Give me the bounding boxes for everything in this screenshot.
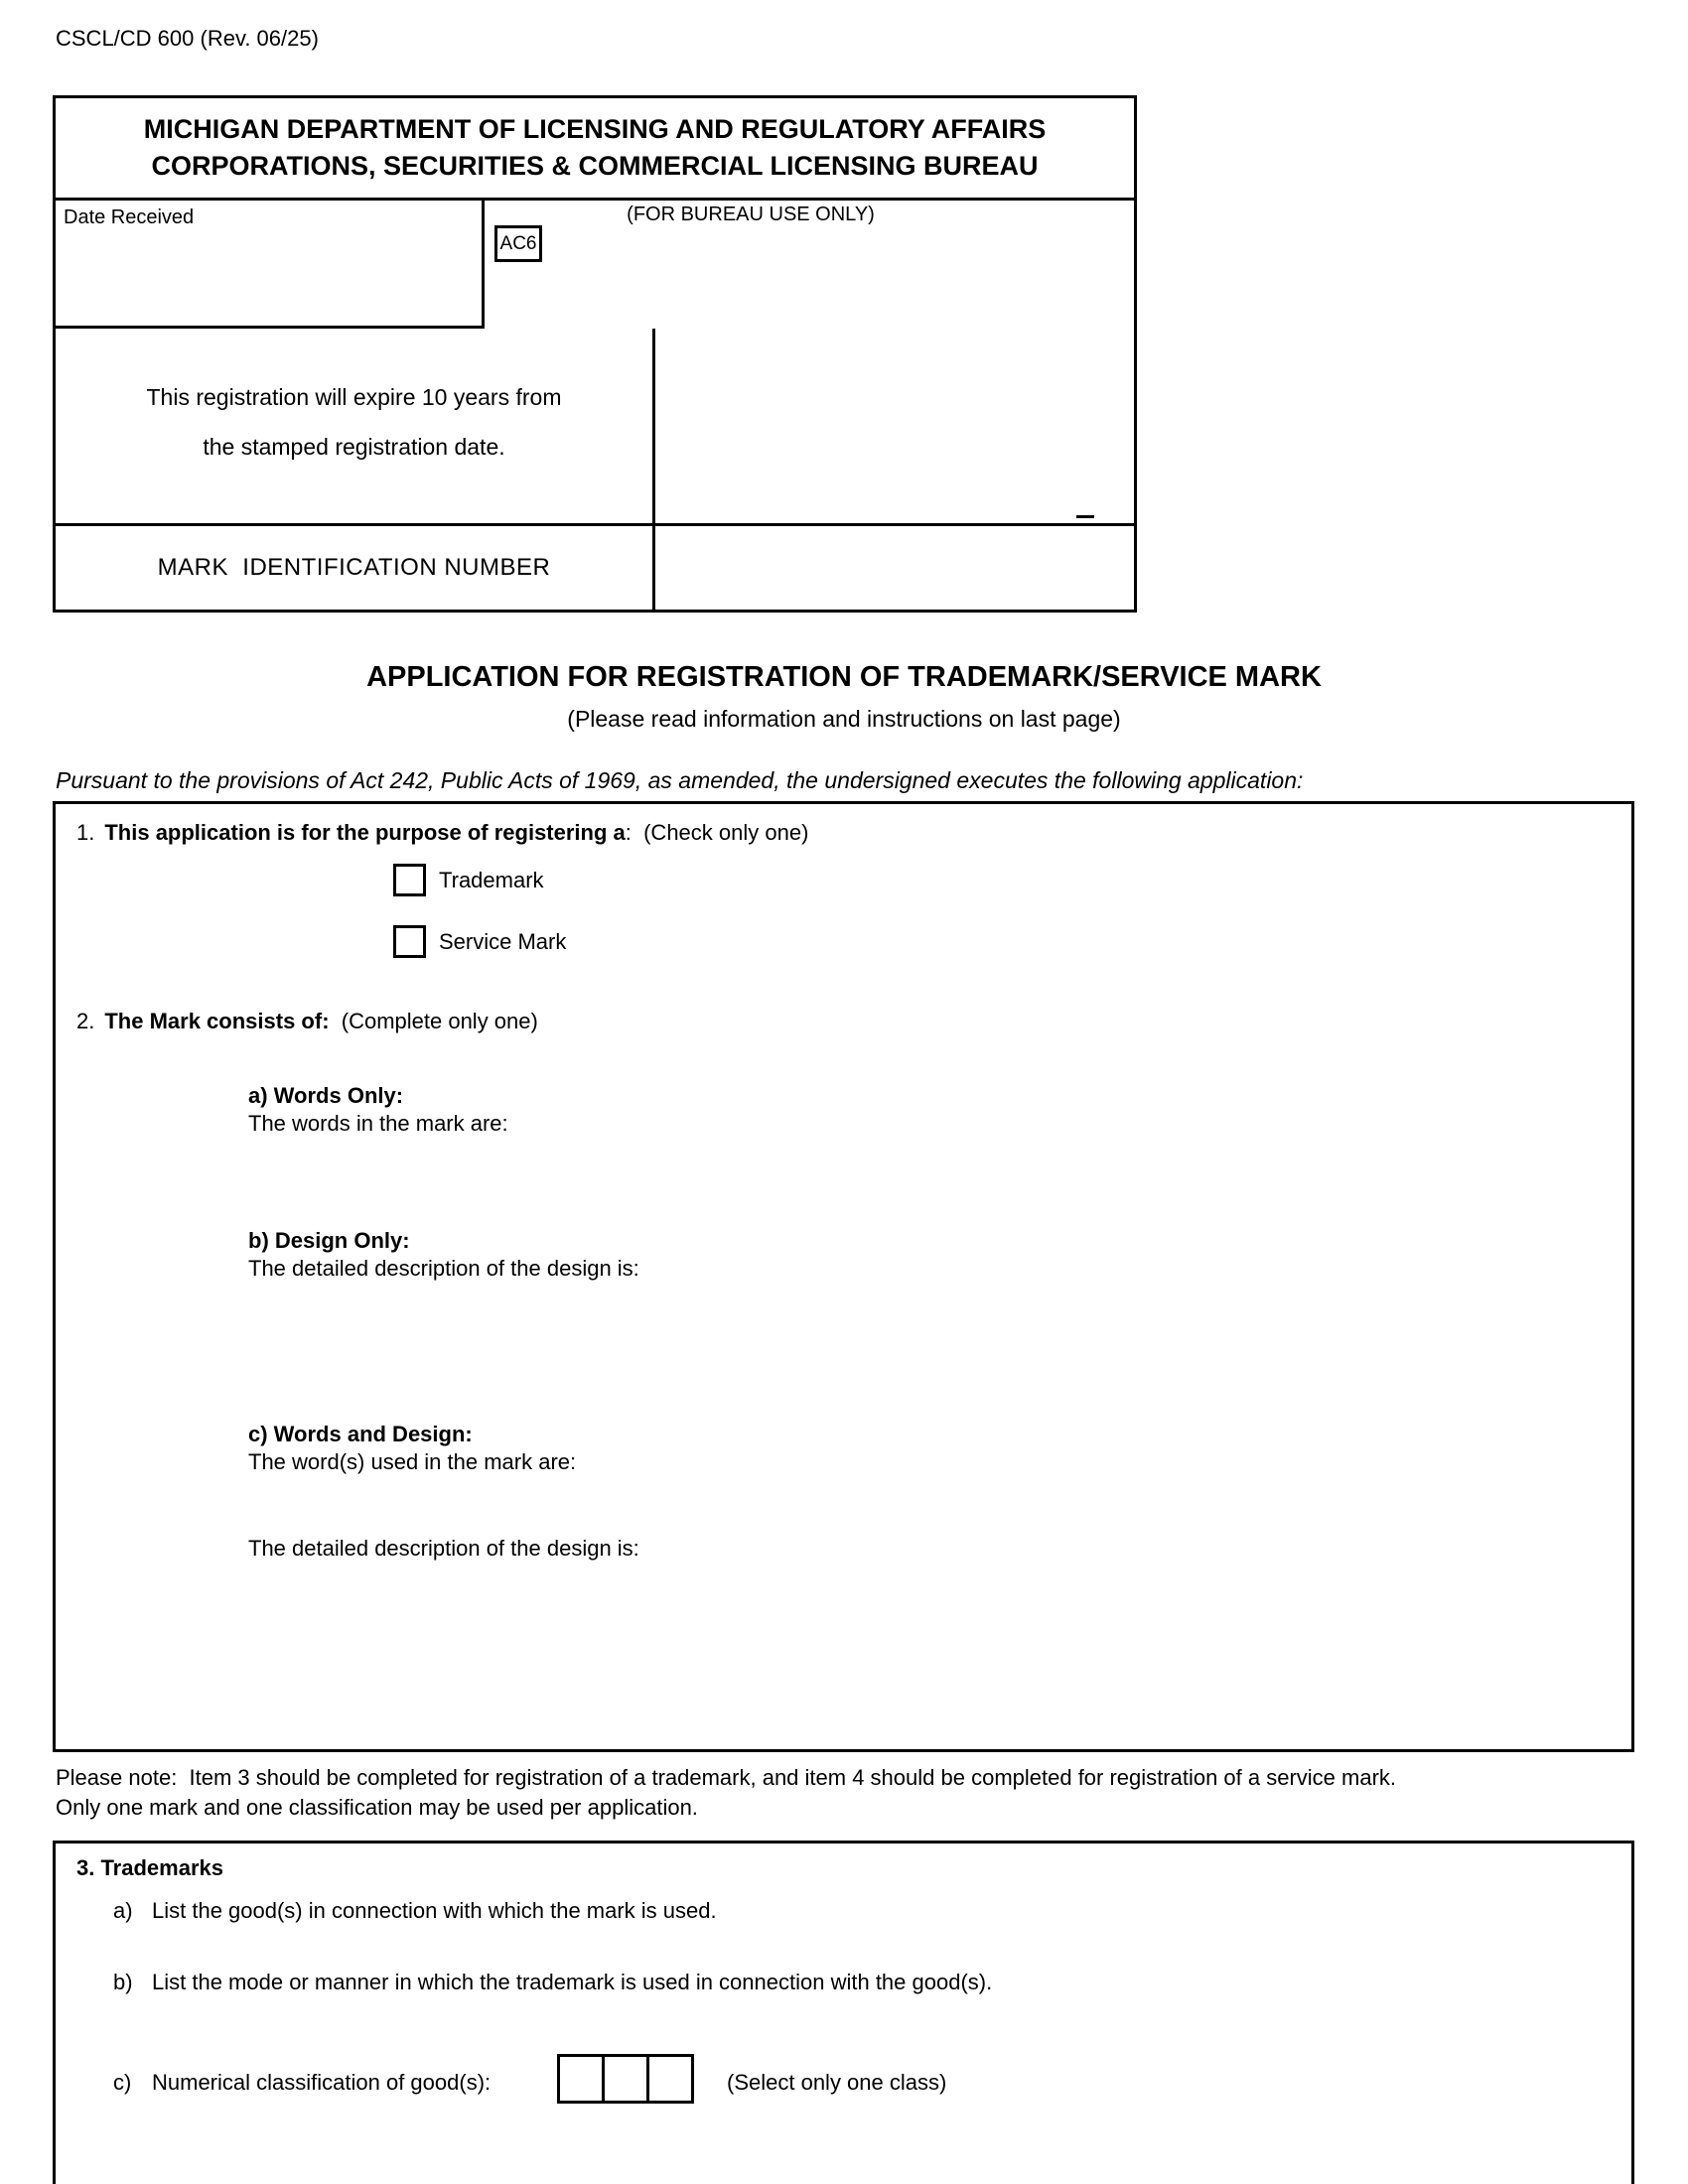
service-mark-option-row xyxy=(393,925,566,958)
date-received-cell xyxy=(56,201,485,329)
mark-id-label: MARK IDENTIFICATION NUMBER xyxy=(157,554,551,581)
form-number: CSCL/CD 600 (Rev. 06/25) xyxy=(56,26,319,51)
item1-heading xyxy=(76,820,808,846)
bureau-use-label: (FOR BUREAU USE ONLY) xyxy=(627,204,875,225)
design-only-prompt: The detailed description of the design is: xyxy=(248,1256,639,1281)
goods-list-text: List the good(s) in connection with which the mark is used. xyxy=(152,1898,717,1923)
classification-box-1[interactable] xyxy=(557,2054,605,2104)
page-subtitle: (Please read information and instructions on last page) xyxy=(567,706,1121,732)
item1-heading-bold: This application is for the purpose of registering a xyxy=(104,820,626,845)
item2-heading xyxy=(76,1009,538,1034)
items-1-2-box xyxy=(53,801,1634,1752)
words-and-design-heading: c) Words and Design: xyxy=(248,1422,473,1446)
title-block xyxy=(0,661,1688,733)
expiration-notice-cell xyxy=(56,329,655,523)
trademark-option-label: Trademark xyxy=(439,867,544,892)
classification-box-2[interactable] xyxy=(602,2054,649,2104)
item1-number: 1. xyxy=(76,820,95,845)
please-note-paragraph xyxy=(56,1763,1396,1823)
bureau-title: CORPORATIONS, SECURITIES & COMMERCIAL LICENSING BUREAU xyxy=(151,151,1039,181)
mark-id-row xyxy=(56,523,1134,610)
department-title: MICHIGAN DEPARTMENT OF LICENSING AND REGULATORY AFFAIRS xyxy=(143,114,1047,144)
words-only-prompt: The words in the mark are: xyxy=(248,1111,508,1136)
expiration-line1: This registration will expire 10 years from xyxy=(146,384,562,410)
words-and-design-design-prompt: The detailed description of the design is: xyxy=(248,1536,639,1561)
trademarks-heading: 3. Trademarks xyxy=(76,1855,223,1880)
item2-heading-rest: (Complete only one) xyxy=(329,1009,538,1033)
header-box xyxy=(53,95,1137,613)
mark-id-label-cell xyxy=(56,526,655,610)
ac6-code-label: AC6 xyxy=(499,232,537,254)
page-title: APPLICATION FOR REGISTRATION OF TRADEMARK/SERVICE MARK xyxy=(366,661,1322,693)
goods-list-label: a) xyxy=(113,1898,133,1923)
please-note-line1: Please note: Item 3 should be completed for registration of a trademark, and item 4 should be completed for registration of a service mark. xyxy=(56,1765,1397,1790)
words-and-design-words-prompt: The word(s) used in the mark are: xyxy=(248,1449,577,1474)
classification-text: Numerical classification of good(s): xyxy=(152,2070,492,2095)
item2-heading-bold: The Mark consists of: xyxy=(104,1009,330,1033)
item1-heading-rest: : (Check only one) xyxy=(625,820,809,845)
mode-manner-label: b) xyxy=(113,1970,133,1994)
mark-id-value-cell xyxy=(655,526,1134,610)
words-only-heading: a) Words Only: xyxy=(248,1083,404,1108)
stray-dash-mark xyxy=(1076,515,1094,518)
classification-hint: (Select only one class) xyxy=(727,2070,947,2095)
header-titles xyxy=(56,98,1134,201)
pursuant-statement: Pursuant to the provisions of Act 242, Public Acts of 1969, as amended, the undersigned executes the following application: xyxy=(56,767,1304,793)
classification-code-boxes xyxy=(557,2054,694,2104)
item2-number: 2. xyxy=(76,1009,95,1033)
service-mark-checkbox[interactable] xyxy=(393,925,426,958)
design-only-heading: b) Design Only: xyxy=(248,1228,410,1253)
please-note-line2: Only one mark and one classification may be used per application. xyxy=(56,1795,698,1820)
classification-box-3[interactable] xyxy=(646,2054,694,2104)
date-received-label: Date Received xyxy=(64,206,195,228)
item-3-box xyxy=(53,1841,1634,2184)
expiration-line2: the stamped registration date. xyxy=(203,434,505,460)
trademark-option-row xyxy=(393,864,544,896)
ac6-code-box xyxy=(494,225,542,262)
classification-label: c) xyxy=(113,2070,132,2095)
trademark-checkbox[interactable] xyxy=(393,864,426,896)
service-mark-option-label: Service Mark xyxy=(439,928,567,954)
mode-manner-text: List the mode or manner in which the trademark is used in connection with the good(s). xyxy=(152,1970,993,1994)
